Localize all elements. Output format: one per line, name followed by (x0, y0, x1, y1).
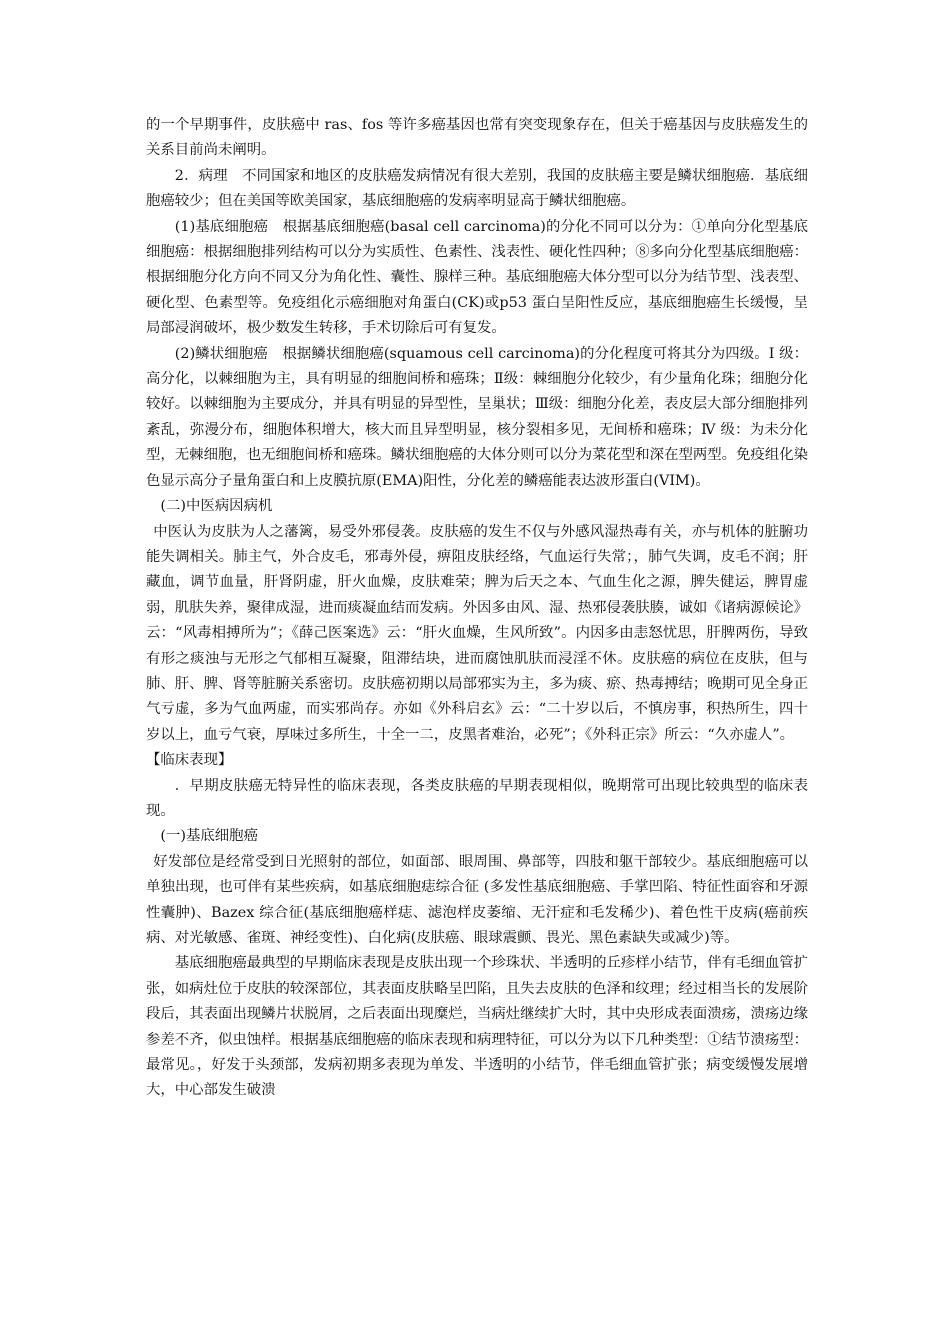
paragraph-squamous-cell-pathology: (2)鳞状细胞癌 根据鳞状细胞癌(squamous cell carcinoma)的分化程度可将其分为四级。I 级：高分化，以棘细胞为主，具有明显的细胞间桥和癌珠；Ⅱ级：棘细胞分化较少，有少量角化珠；细胞分化较好。以棘细胞为主要成分，并具有明显的异型性，呈巢状；Ⅲ级：细胞分化差，表皮层大部分细胞排列紊乱，弥漫分布，细胞体积增大，核大而且异型明显，核分裂相多见，无间桥和癌珠；Ⅳ 级：为未分化型，无棘细胞，也无细胞间桥和癌珠。鳞状细胞癌的大体分则可以分为菜花型和深在型两型。免疫组化染色显示高分子量角蛋白和上皮膜抗原(EMA)阳性，分化差的鳞癌能表达波形蛋白(VIM)。 (146, 345, 808, 489)
section-heading-basal-cell-carcinoma: (一)基底细胞癌 (160, 828, 258, 845)
paragraph-tcm-etiology: 中医认为皮肤为人之藩篱，易受外邪侵袭。皮肤癌的发生不仅与外感风湿热毒有关，亦与机体的脏腑功能失调相关。肺主气，外合皮毛，邪毒外侵，痹阻皮肤经络，气血运行失常；，肺气失调，皮毛不润；肝藏血，调节血量，肝肾阴虚，肝火血燥，皮肤难荣；脾为后天之本、气血生化之源，脾失健运，脾胃虚弱，肌肤失养，聚律成湿，进而痰凝血结而发病。外因多由风、湿、热邪侵袭肤腠，诚如《诸病源候论》云：“风毒相搏所为”；《薛己医案选》云：“肝火血燥，生风所致”。内因多由恚怒忧思，肝脾两伤，导致有形之痰浊与无形之气郁相互凝聚，阻滞结块，进而腐蚀肌肤而浸淫不休。皮肤癌的病位在皮肤，但与肺、肝、脾、肾等脏腑关系密切。皮肤癌初期以局部邪实为主，多为痰、瘀、热毒搏结；晚期可见全身正气亏虚，多为气血两虚，而实邪尚存。亦如《外科启玄》云：“二十岁以后，不慎房事，积热所生，四十岁以上，血亏气衰，厚味过多所生，十全一二，皮黑者难治，必死”；《外科正宗》所云：“久亦虚人”。 (146, 523, 808, 743)
section-heading-tcm-etiology: (二)中医病因病机 (160, 498, 273, 515)
paragraph-basal-cell-sites: 好发部位是经常受到日光照射的部位，如面部、眼周围、鼻部等，四肢和躯干部较少。基底细胞癌可以单独出现，也可伴有某些疾病，如基底细胞痣综合征 (多发性基底细胞癌、手掌凹陷、特征性面容和牙源性囊肿)、Bazex 综合征(基底细胞癌样痣、滤泡样皮萎缩、无汗症和毛发稀少)、着色性干皮病(癌前疾病、对光敏感、雀斑、神经变性)、白化病(皮肤癌、眼球震颤、畏光、黑色素缺失或减少)等。 (146, 853, 808, 946)
section-heading-clinical-manifestations: 【临床表现】 (146, 752, 233, 769)
paragraph-basal-cell-pathology: (1)基底细胞癌 根据基底细胞癌(basal cell carcinoma)的分化不同可以分为：①单向分化型基底细胞癌：根据细胞排列结构可以分为实质性、色素性、浅表性、硬化性四种；⑧多向分化型基底细胞癌：根据细胞分化方向不同又分为角化性、囊性、腺样三种。基底细胞癌大体分型可以分为结节型、浅表型、硬化型、色素型等。免疫组化示癌细胞对角蛋白(CK)或p53 蛋白呈阳性反应，基底细胞癌生长缓慢，呈局部浸润破坏，极少数发生转移，手术切除后可有复发。 (146, 218, 808, 337)
paragraph-basal-cell-early-signs: 基底细胞癌最典型的早期临床表现是皮肤出现一个珍珠状、半透明的丘疹样小结节，伴有毛细血管扩张，如病灶位于皮肤的较深部位，其表面皮肤略呈凹陷，且失去皮肤的色泽和纹理；经过相当长的发展阶段后，其表面出现鳞片状脱屑，之后表面出现糜烂，当病灶继续扩大时，其中央形成表面溃疡，溃疡边缘参差不齐，似虫蚀样。根据基底细胞癌的临床表现和病理特征，可以分为以下几种类型：①结节溃疡型：最常见。，好发于头颈部，发病初期多表现为单发、半透明的小结节，伴毛细血管扩张；病变缓慢发展增大，中心部发生破溃 (146, 955, 808, 1099)
paragraph-pathology: 2．病理 不同国家和地区的皮肤癌发病情况有很大差别，我国的皮肤癌主要是鳞状细胞癌．基底细胞癌较少；但在美国等欧美国家，基底细胞癌的发病率明显高于鳞状细胞癌。 (146, 167, 808, 210)
paragraph-oncogene-continuation: 的一个早期事件，皮肤癌中 ras、fos 等许多癌基因也常有突变现象存在，但关于癌基因与皮肤癌发生的关系目前尚未阐明。 (146, 117, 808, 159)
paragraph-clinical-intro: ．早期皮肤癌无特异性的临床表现，各类皮肤癌的早期表现相似，晚期常可出现比较典型的临床表现。 (146, 777, 808, 819)
body-text (146, 113, 808, 1104)
